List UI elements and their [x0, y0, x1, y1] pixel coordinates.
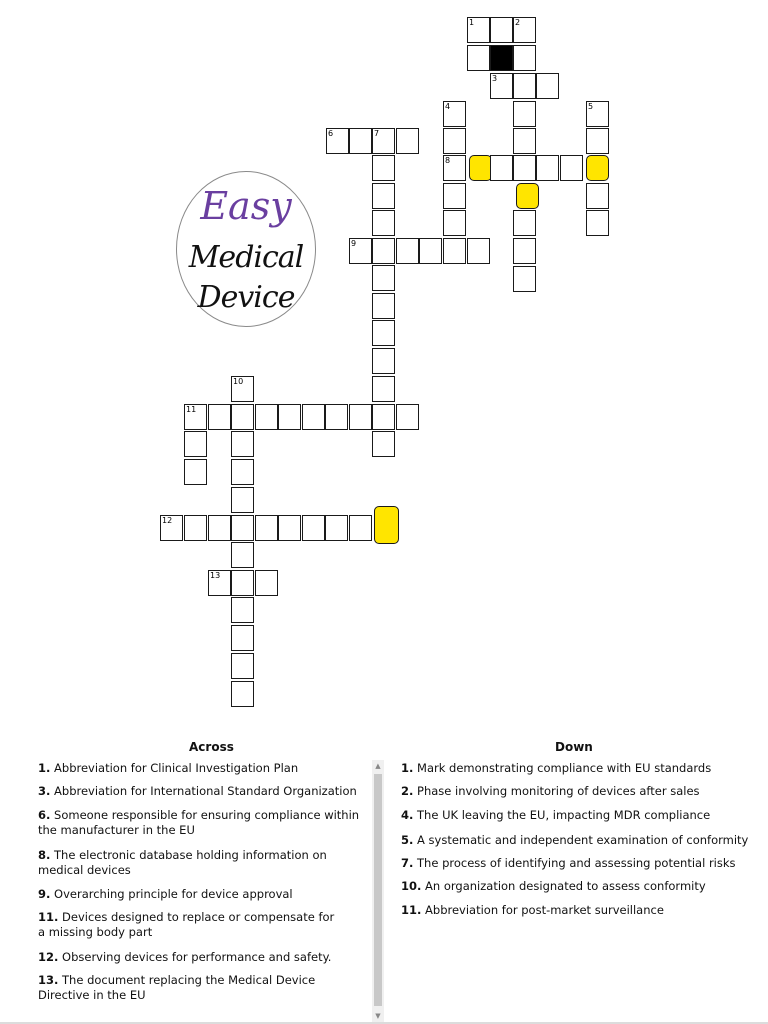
highlighted-cell[interactable]: [516, 183, 539, 209]
cell-1-1[interactable]: [467, 17, 490, 43]
cell[interactable]: [396, 128, 419, 154]
cell[interactable]: [208, 404, 231, 430]
logo-text-easy: Easy: [200, 184, 292, 228]
cell[interactable]: [513, 266, 536, 292]
across-clue-12: 12. Observing devices for performance and safety.: [38, 950, 332, 964]
cell-2-1[interactable]: [513, 17, 536, 43]
cell[interactable]: [255, 515, 278, 541]
cell[interactable]: [231, 597, 254, 623]
clue-number: 12: [162, 516, 173, 525]
cell[interactable]: [443, 183, 466, 209]
cell[interactable]: [513, 73, 536, 99]
highlighted-cell[interactable]: [586, 155, 609, 181]
cell[interactable]: [490, 155, 513, 181]
cell[interactable]: [586, 183, 609, 209]
cell[interactable]: [513, 238, 536, 264]
cell[interactable]: [467, 238, 490, 264]
cell[interactable]: [372, 183, 395, 209]
cell[interactable]: [536, 155, 559, 181]
cell[interactable]: [278, 515, 301, 541]
cell[interactable]: [372, 376, 395, 402]
across-title: Across: [189, 740, 234, 754]
cell[interactable]: [372, 265, 395, 291]
cell[interactable]: [396, 238, 419, 264]
cell[interactable]: [372, 431, 395, 457]
cell[interactable]: [231, 404, 254, 430]
clue-number: 8: [445, 156, 451, 165]
cell[interactable]: [325, 515, 348, 541]
cell[interactable]: [349, 128, 372, 154]
cell[interactable]: [443, 128, 466, 154]
cell[interactable]: [372, 293, 395, 319]
cell[interactable]: [302, 515, 325, 541]
cell[interactable]: [586, 128, 609, 154]
cell[interactable]: [419, 238, 442, 264]
down-title: Down: [555, 740, 593, 754]
cell[interactable]: [372, 238, 395, 264]
across-clue-11: 11. Devices designed to replace or compensate for a missing body part: [38, 910, 335, 939]
cell-12-1[interactable]: [160, 515, 183, 541]
cell[interactable]: [586, 210, 609, 236]
clue-number: 3: [492, 74, 498, 83]
cell-13-1[interactable]: [208, 570, 231, 596]
down-clue-11: 11. Abbreviation for post-market surveillance: [401, 903, 664, 917]
down-clue-4: 4. The UK leaving the EU, impacting MDR compliance: [401, 808, 711, 822]
cell[interactable]: [372, 320, 395, 346]
cell[interactable]: [231, 681, 254, 707]
cell[interactable]: [325, 404, 348, 430]
cell[interactable]: [231, 515, 254, 541]
clue-number: 2: [515, 18, 521, 27]
clue-number: 5: [588, 102, 594, 111]
cell[interactable]: [443, 210, 466, 236]
cell-10-1[interactable]: [231, 376, 254, 402]
cell[interactable]: [231, 653, 254, 679]
cell[interactable]: [372, 348, 395, 374]
cell[interactable]: [255, 404, 278, 430]
cell-11-1[interactable]: [184, 404, 207, 430]
down-clue-1: 1. Mark demonstrating compliance with EU standards: [401, 761, 712, 775]
cell[interactable]: [278, 404, 301, 430]
scroll-down-icon[interactable]: ▼: [375, 1012, 381, 1020]
cell[interactable]: [231, 487, 254, 513]
cell[interactable]: [349, 515, 372, 541]
cell[interactable]: [513, 45, 536, 71]
scrollbar-thumb[interactable]: [374, 774, 382, 1006]
cell[interactable]: [513, 155, 536, 181]
clue-list-scrollbar[interactable]: [372, 760, 384, 1022]
clue-number: 13: [210, 571, 221, 580]
down-clue-10: 10. An organization designated to assess conformity: [401, 879, 706, 893]
highlighted-cell[interactable]: [469, 155, 492, 181]
cell[interactable]: [349, 404, 372, 430]
clue-number: 7: [374, 129, 380, 138]
cell[interactable]: [231, 459, 254, 485]
cell[interactable]: [231, 431, 254, 457]
across-clue-3: 3. Abbreviation for International Standard Organization: [38, 784, 357, 798]
clue-number: 11: [186, 405, 197, 414]
down-clue-5: 5. A systematic and independent examination of conformity: [401, 833, 749, 847]
cell[interactable]: [372, 404, 395, 430]
cell[interactable]: [536, 73, 559, 99]
cell[interactable]: [231, 625, 254, 651]
cell[interactable]: [443, 238, 466, 264]
across-clue-13: 13. The document replacing the Medical Device Directive in the EU: [38, 973, 316, 1002]
cell-9-1[interactable]: [349, 238, 372, 264]
cell[interactable]: [231, 570, 254, 596]
cell[interactable]: [255, 570, 278, 596]
cell[interactable]: [372, 155, 395, 181]
down-clue-7: 7. The process of identifying and assessing potential risks: [401, 856, 736, 870]
cell-4-1[interactable]: [443, 101, 466, 127]
cell-8-1[interactable]: [443, 155, 466, 181]
scroll-up-icon[interactable]: ▲: [375, 762, 381, 770]
clue-number: 6: [328, 129, 334, 138]
cell-3-1[interactable]: [490, 73, 513, 99]
cell-5-1[interactable]: [586, 101, 609, 127]
blocked-cell: [490, 45, 513, 71]
down-clue-2: 2. Phase involving monitoring of devices after sales: [401, 784, 700, 798]
cell[interactable]: [231, 542, 254, 568]
cell[interactable]: [490, 17, 513, 43]
cell[interactable]: [396, 404, 419, 430]
across-clue-6: 6. Someone responsible for ensuring compliance within the manufacturer in the EU: [38, 808, 360, 837]
highlighted-cell[interactable]: [374, 506, 399, 544]
cell[interactable]: [208, 515, 231, 541]
cell[interactable]: [184, 515, 207, 541]
cell[interactable]: [184, 431, 207, 457]
cell[interactable]: [372, 210, 395, 236]
cell[interactable]: [513, 128, 536, 154]
cell-6-1[interactable]: [326, 128, 349, 154]
logo-text-device: Device: [197, 280, 295, 315]
logo-text-medical: Medical: [188, 240, 304, 275]
clue-number: 4: [445, 102, 451, 111]
cell-7-1[interactable]: [372, 128, 395, 154]
clue-number: 1: [469, 18, 475, 27]
cell[interactable]: [467, 45, 490, 71]
cell[interactable]: [560, 155, 583, 181]
cell[interactable]: [513, 101, 536, 127]
across-clue-1: 1. Abbreviation for Clinical Investigation Plan: [38, 761, 299, 775]
cell[interactable]: [513, 210, 536, 236]
cell[interactable]: [302, 404, 325, 430]
clue-number: 9: [351, 239, 357, 248]
across-clue-9: 9. Overarching principle for device approval: [38, 887, 293, 901]
across-clue-8: 8. The electronic database holding information on medical devices: [38, 848, 327, 877]
logo: [176, 171, 316, 327]
cell[interactable]: [184, 459, 207, 485]
clue-number: 10: [233, 377, 244, 386]
